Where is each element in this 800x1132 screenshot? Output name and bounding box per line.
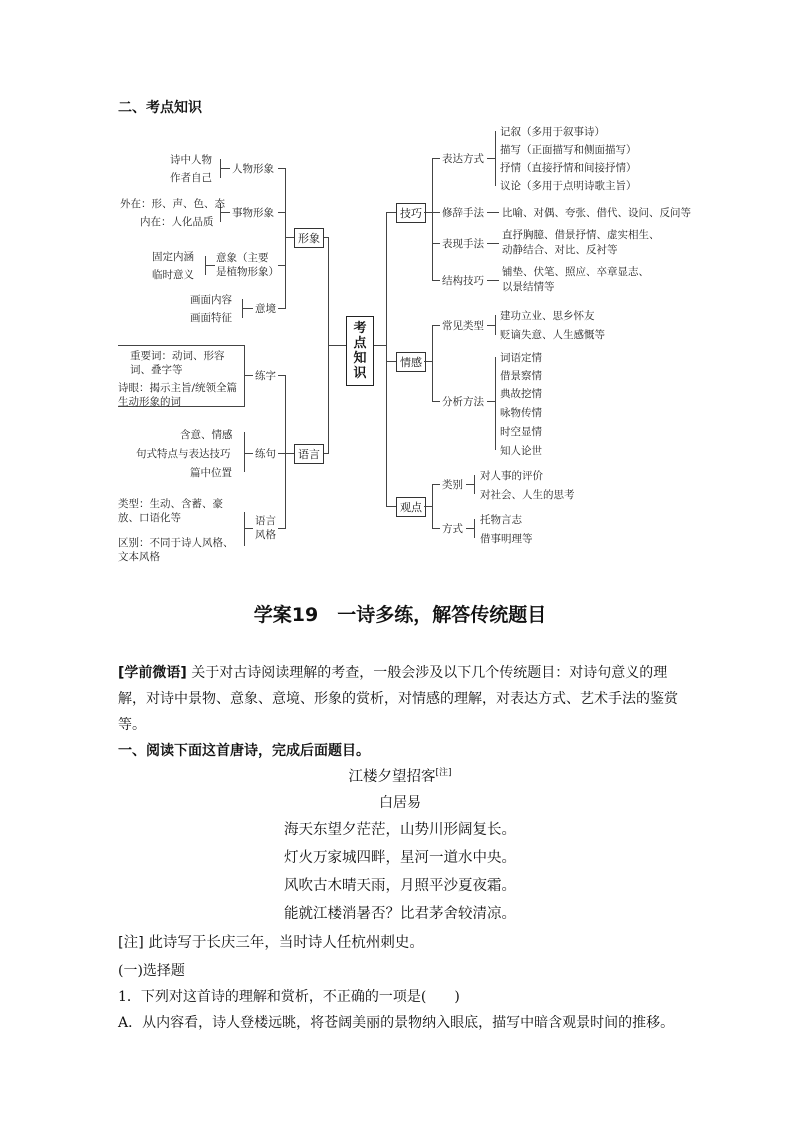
leaf-fenxi-3: 典故挖情 [500, 388, 542, 400]
poem-note-mark: [注] [435, 768, 452, 779]
leaf-biaoxian-1: 直抒胸臆、借景抒情、虚实相生、动静结合、对比、反衬等 [502, 229, 660, 256]
leaf-leibie-1: 对人事的评价 [480, 470, 543, 482]
note-line [118, 931, 424, 952]
node-leixing: 常见类型 [442, 320, 484, 332]
leaf-fengge-1: 类型：生动、含蓄、豪放、口语化等 [118, 498, 223, 524]
node-jiegou: 结构技巧 [442, 275, 484, 287]
leaf-fenxi-2: 借景察情 [500, 370, 542, 382]
poem-title: 江楼夕望招客 [348, 769, 436, 785]
intro-tag: [学前微语] [118, 665, 187, 681]
node-guandian: 观点 [396, 497, 426, 517]
intro-line-1 [118, 660, 667, 686]
node-biaoxian: 表现手法 [442, 238, 484, 250]
node-fengge: 语言风格 [255, 515, 276, 541]
node-renwu: 人物形象 [232, 163, 274, 175]
leaf-leixing-2: 贬谪失意、人生感慨等 [500, 329, 605, 341]
poem-author: 白居易 [379, 795, 421, 811]
node-jiqiao: 技巧 [396, 203, 426, 223]
intro-line-3: 等。 [118, 717, 146, 733]
node-fangshi: 方式 [442, 523, 463, 535]
poem-title-line [0, 765, 800, 786]
leaf-renwu-1: 诗中人物 [170, 154, 212, 166]
leaf-fenxi-5: 时空显情 [500, 426, 542, 438]
leaf-yijing-2: 画面特征 [190, 312, 232, 324]
node-biaoda: 表达方式 [442, 153, 484, 165]
intro-text-1: 关于对古诗阅读理解的考查，一般会涉及以下几个传统题目：对诗句意义的理 [191, 665, 668, 681]
leaf-fangshi-2: 借事明理等 [480, 533, 533, 545]
question-1: 1．下列对这首诗的理解和赏析，不正确的一项是( ) [118, 989, 460, 1005]
node-leibie: 类别 [442, 479, 463, 491]
poem-line-3: 风吹古木晴天雨，月照平沙夏夜霜。 [284, 878, 516, 894]
leaf-biaoda-4: 议论（多用于点明诗歌主旨） [500, 180, 637, 192]
node-xiuci: 修辞手法 [442, 207, 484, 219]
leaf-lianju-3: 篇中位置 [190, 467, 232, 479]
lesson-title: 学案19 一诗多练，解答传统题目 [253, 604, 547, 626]
poem-line-1: 海天东望夕茫茫，山势川形阔复长。 [284, 822, 516, 838]
leaf-shiwu-1: 外在：形、声、色、态 [120, 198, 225, 210]
leaf-fenxi-1: 词语定情 [500, 352, 542, 364]
leaf-biaoda-1: 记叙（多用于叙事诗） [500, 126, 605, 138]
question-heading: 一、阅读下面这首唐诗，完成后面题目。 [118, 743, 370, 759]
node-xingxiang: 形象 [294, 228, 324, 248]
note-tag: [注] [118, 935, 144, 951]
poem-line-2: 灯火万家城四畔，星河一道水中央。 [284, 850, 516, 866]
option-a: A．从内容看，诗人登楼远眺，将苍阔美丽的景物纳入眼底，描写中暗含观景时间的推移。 [118, 1015, 675, 1031]
node-yijing: 意境 [255, 303, 276, 315]
leaf-fangshi-1: 托物言志 [480, 514, 522, 526]
leaf-biaoda-2: 描写（正面描写和侧面描写） [500, 144, 637, 156]
subsection-heading: (一)选择题 [118, 963, 185, 979]
node-fenxi: 分析方法 [442, 396, 484, 408]
mindmap-center: 考点知识 [346, 316, 374, 386]
leaf-yixiang-1: 固定内涵 [152, 251, 194, 263]
leaf-xiuci-1: 比喻、对偶、夸张、借代、设问、反问等 [502, 207, 691, 219]
leaf-fenxi-4: 咏物传情 [500, 407, 542, 419]
poem-line-4: 能就江楼消暑否？比君茅舍较清凉。 [284, 906, 516, 922]
leaf-lianju-1: 含意、情感 [180, 429, 233, 441]
node-qinggan: 情感 [396, 352, 426, 372]
leaf-renwu-2: 作者自己 [170, 172, 212, 184]
intro-line-2: 解，对诗中景物、意象、意境、形象的赏析，对情感的理解，对表达方式、艺术手法的鉴赏 [118, 691, 678, 707]
leaf-yixiang-2: 临时意义 [152, 269, 194, 281]
leaf-lianzi-2: 诗眼：揭示主旨/统领全篇生动形象的词 [118, 382, 238, 408]
node-yuyan: 语言 [294, 444, 324, 464]
node-shiwu: 事物形象 [232, 207, 274, 219]
leaf-shiwu-2: 内在：人化品质 [140, 216, 214, 228]
leaf-lianju-2: 句式特点与表达技巧 [136, 448, 231, 460]
leaf-leixing-1: 建功立业、思乡怀友 [500, 310, 595, 322]
leaf-yijing-1: 画面内容 [190, 294, 232, 306]
leaf-fengge-2: 区别：不同于诗人风格、文本风格 [118, 537, 234, 563]
leaf-leibie-2: 对社会、人生的思考 [480, 489, 575, 501]
node-yixiang: 意象（主要是植物形象） [216, 252, 279, 278]
node-lianzi: 练字 [255, 370, 276, 382]
leaf-fenxi-6: 知人论世 [500, 445, 542, 457]
leaf-jiegou-1: 铺垫、伏笔、照应、卒章显志、以景结情等 [502, 266, 649, 293]
leaf-lianzi-1: 重要词：动词、形容词、叠字等 [130, 350, 225, 376]
leaf-biaoda-3: 抒情（直接抒情和间接抒情） [500, 162, 637, 174]
node-lianju: 练句 [255, 448, 276, 460]
note-text: 此诗写于长庆三年，当时诗人任杭州刺史。 [148, 935, 424, 951]
section-heading: 二、考点知识 [118, 100, 202, 116]
